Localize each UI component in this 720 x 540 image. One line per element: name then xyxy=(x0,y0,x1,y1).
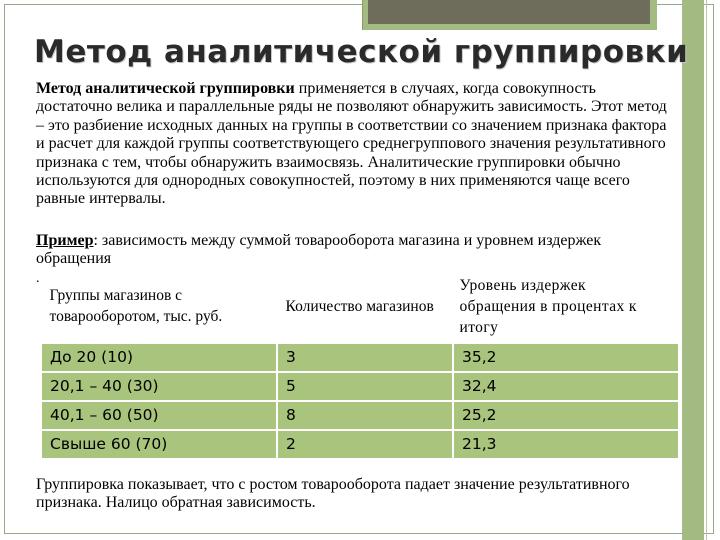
header-cell-cost-line: итогу xyxy=(459,318,499,336)
table-cell: 3 xyxy=(277,343,453,372)
table-row xyxy=(41,372,679,401)
table-row xyxy=(41,430,679,459)
decorative-side-line xyxy=(706,0,707,540)
header-cell-cost-level xyxy=(453,271,679,343)
example-label: Пример xyxy=(36,232,94,249)
table-cell: 2 xyxy=(277,430,453,459)
grouping-table xyxy=(40,270,680,460)
table-cell: 20,1 – 40 (30) xyxy=(41,372,277,401)
intro-bold-term: Метод аналитической группировки xyxy=(36,80,295,97)
table-cell: 8 xyxy=(277,401,453,430)
example-paragraph xyxy=(36,232,676,269)
table-cell: 25,2 xyxy=(453,401,679,430)
example-text: : зависимость между суммой товарооборота магазина и уровнем издержек обращения xyxy=(36,232,602,268)
table-cell: Свыше 60 (70) xyxy=(41,430,277,459)
table-cell: 32,4 xyxy=(453,372,679,401)
header-cell-groups: Группы магазинов с товарооборотом, тыс. руб. xyxy=(41,271,277,343)
table-cell: 40,1 – 60 (50) xyxy=(41,401,277,430)
header-cell-cost-line: Уровень издержек xyxy=(459,276,586,294)
table-cell: 21,3 xyxy=(453,430,679,459)
decorative-dark-tile xyxy=(368,0,650,24)
header-cell-count: Количество магазинов xyxy=(277,271,453,343)
table-row xyxy=(41,401,679,430)
decorative-side-stripe xyxy=(682,0,704,540)
intro-paragraph xyxy=(36,80,676,209)
table-cell: 5 xyxy=(277,372,453,401)
table-cell: 35,2 xyxy=(453,343,679,372)
intro-rest-text: применяется в случаях, когда совокупность достаточно велика и параллельные ряды не позволяют обнаружить зависимость. Этот метод – это разбиение исходных данных на группы в соответствии со значением признака фактора и расчет для каждой группы соответствующего среднегруппового значения результативного признака с тем, чтобы обнаружить взаимосвязь. Аналитические группировки обычно используются для однородных совокупностей, поэтому в них применяются чаще всего равные интервалы. xyxy=(36,80,667,208)
stray-dot: . xyxy=(36,271,40,286)
table-row xyxy=(41,343,679,372)
table-header-row xyxy=(41,271,679,343)
header-cell-cost-line: обращения в процентах к xyxy=(459,297,637,315)
table-cell: До 20 (10) xyxy=(41,343,277,372)
conclusion-paragraph: Группировка показывает, что с ростом товарооборота падает значение результативного признака. Налицо обратная зависимость. xyxy=(36,476,630,512)
slide-title: Метод аналитической группировки xyxy=(34,34,689,70)
